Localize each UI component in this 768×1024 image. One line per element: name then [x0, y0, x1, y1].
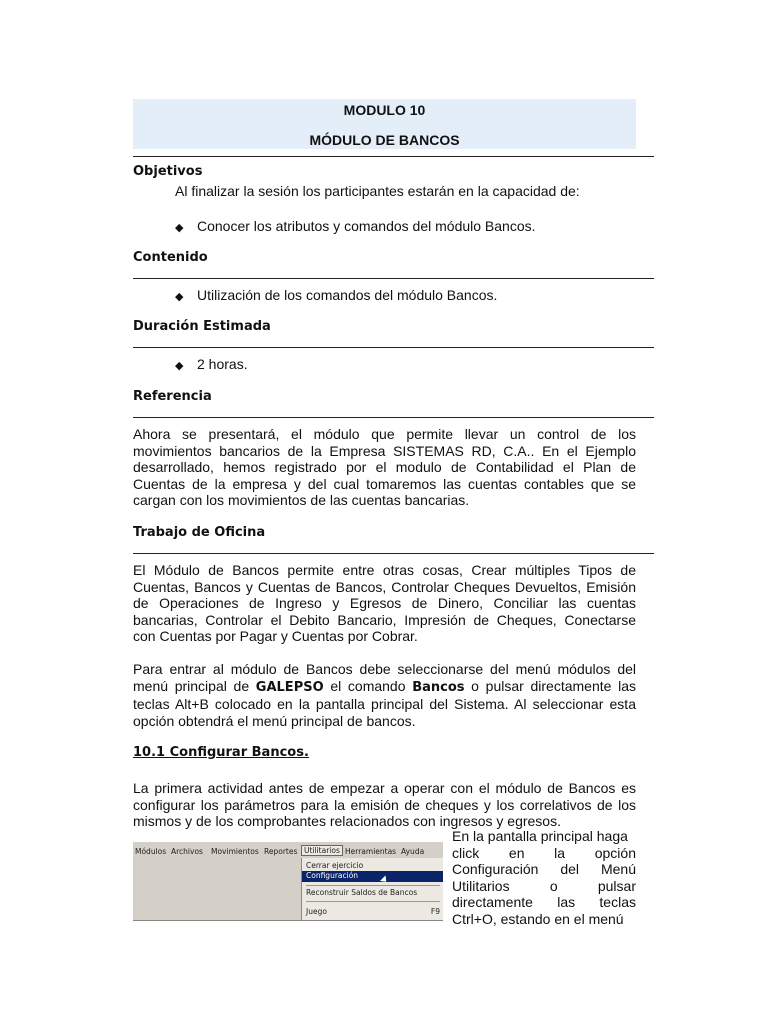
- text-line: [452, 861, 636, 878]
- module-number: MODULO 10: [343, 102, 426, 118]
- text-line: Cuentas de la empresa y del cual tomaremos las cuentas contables que se: [133, 475, 636, 492]
- menu-item-cerrar-ejercicio[interactable]: Cerrar ejercicio: [306, 861, 364, 870]
- bullet-diamond-icon: ◆: [175, 291, 184, 303]
- menu-separator: [306, 901, 440, 902]
- menu-item-reconstruir-saldos[interactable]: Reconstruir Saldos de Bancos: [306, 888, 418, 897]
- text-line: mismos y de los comprobantes relacionados con ingresos y egresos.: [133, 813, 561, 829]
- section-heading: 10.1 Configurar Bancos.: [133, 745, 309, 760]
- bullet-diamond-icon: ◆: [175, 360, 184, 372]
- objetivos-heading: Objetivos: [133, 164, 203, 179]
- text-line: bancarias, Controlar el Debito Bancario, Impresión de Cheques, Conectarse: [133, 611, 636, 628]
- contenido-bullet: [175, 287, 497, 303]
- utilitarios-dropdown: [301, 858, 443, 920]
- text-span: Ctrl+O, estando en el menú: [452, 910, 624, 927]
- objetivos-bullet: [175, 218, 536, 234]
- shortcut-label: F9: [430, 907, 440, 916]
- text-line: teclas Alt+B colocado en la pantalla principal del Sistema. Al seleccionar esta: [133, 696, 636, 712]
- bullet-text: Utilización de los comandos del módulo Bancos.: [197, 287, 498, 303]
- menu-item-configuracion[interactable]: Configuración: [302, 871, 443, 882]
- text-span: las: [557, 894, 576, 910]
- title-box: [133, 99, 636, 149]
- text-span: click: [452, 844, 480, 861]
- menu-utilitarios[interactable]: Utilitarios: [301, 845, 343, 856]
- referencia-heading: Referencia: [133, 389, 212, 404]
- text-line: de Operaciones de Ingreso y Egresos de Dinero, Conciliar las cuentas: [133, 595, 636, 611]
- menu-separator: [306, 885, 440, 886]
- text-line: [452, 894, 636, 911]
- text-span: Utilitarios: [452, 877, 510, 894]
- trabajo-paragraph-2: [133, 661, 636, 729]
- text-span: la: [554, 844, 566, 861]
- duracion-heading: Duración Estimada: [133, 319, 271, 334]
- module-title: MÓDULO DE BANCOS: [309, 132, 460, 148]
- menu-ayuda[interactable]: Ayuda: [401, 847, 425, 856]
- menu-reportes[interactable]: Reportes: [264, 847, 298, 856]
- text-span: en: [508, 844, 525, 861]
- divider: [133, 553, 654, 554]
- command-name: Bancos: [412, 679, 465, 695]
- text-span: o: [549, 877, 558, 894]
- text-line: con Cuentas por Pagar y Cuentas por Cobrar.: [133, 628, 418, 644]
- text-line: Cuentas, Bancos y Cuentas de Bancos, Controlar Cheques Devueltos, Emisión: [133, 578, 636, 595]
- app-name: GALEPSO: [255, 679, 324, 695]
- divider: [133, 156, 654, 157]
- text-span: Menú: [600, 861, 636, 877]
- text-line: configurar los parámetros para la emisión de cheques y los correlativos de los: [133, 796, 636, 813]
- text-line: [452, 911, 636, 928]
- text-span: pulsar: [597, 877, 636, 894]
- duracion-bullet: [175, 356, 248, 372]
- text-line: opción obtendrá el menú principal de bancos.: [133, 712, 416, 729]
- menu-screenshot: [133, 842, 443, 920]
- bullet-diamond-icon: ◆: [175, 222, 184, 234]
- text-line: [452, 845, 636, 862]
- text-line: La primera actividad antes de empezar a operar con el módulo de Bancos es: [133, 780, 636, 796]
- text-span: teclas: [599, 894, 636, 910]
- menu-modulos[interactable]: Módulos: [135, 847, 167, 856]
- contenido-heading: Contenido: [133, 250, 208, 265]
- text-span: directamente: [452, 894, 533, 910]
- menu-item-juego[interactable]: Juego: [306, 907, 327, 916]
- module-header: [133, 99, 636, 149]
- bullet-text: Conocer los atributos y comandos del módulo Bancos.: [197, 218, 536, 234]
- text-line: [133, 678, 636, 697]
- menu-movimientos[interactable]: Movimientos: [211, 847, 259, 856]
- referencia-paragraph: [133, 426, 636, 509]
- text-line: movimientos bancarios de la Empresa SISTEMAS RD, C.A.. En el Ejemplo: [133, 442, 636, 459]
- screenshot-border: [133, 920, 443, 921]
- text-span: del: [560, 861, 580, 877]
- trabajo-heading: Trabajo de Oficina: [133, 525, 266, 540]
- text-line: Ahora se presentará, el módulo que permite llevar un control de los: [133, 426, 636, 442]
- text-span: opción: [594, 844, 636, 861]
- text-line: cargan con los movimientos de las cuentas bancarias.: [133, 492, 470, 508]
- menu-herramientas[interactable]: Herramientas: [345, 847, 397, 856]
- text-span: o pulsar directamente las: [464, 677, 636, 694]
- bullet-text: 2 horas.: [197, 356, 248, 372]
- text-line: [452, 828, 636, 845]
- text-span: el comando: [323, 677, 413, 694]
- text-span: Configuración: [452, 861, 539, 877]
- side-paragraph: [452, 828, 636, 927]
- section-paragraph: [133, 780, 636, 830]
- text-span: En la pantalla principal haga: [452, 828, 628, 844]
- text-span: menú principal de: [133, 677, 256, 694]
- text-line: El Módulo de Bancos permite entre otras cosas, Crear múltiples Tipos de: [133, 562, 636, 578]
- text-line: [452, 878, 636, 895]
- trabajo-paragraph-1: [133, 562, 636, 645]
- text-line: desarrollado, hemos registrado por el modulo de Contabilidad el Plan de: [133, 459, 636, 475]
- divider: [133, 278, 654, 279]
- objetivos-intro: Al finalizar la sesión los participantes estarán en la capacidad de:: [175, 183, 580, 199]
- menu-archivos[interactable]: Archivos: [171, 847, 203, 856]
- divider: [133, 417, 654, 418]
- divider: [133, 347, 654, 348]
- menubar: [133, 844, 443, 858]
- text-line: Para entrar al módulo de Bancos debe seleccionarse del menú módulos del: [133, 661, 636, 677]
